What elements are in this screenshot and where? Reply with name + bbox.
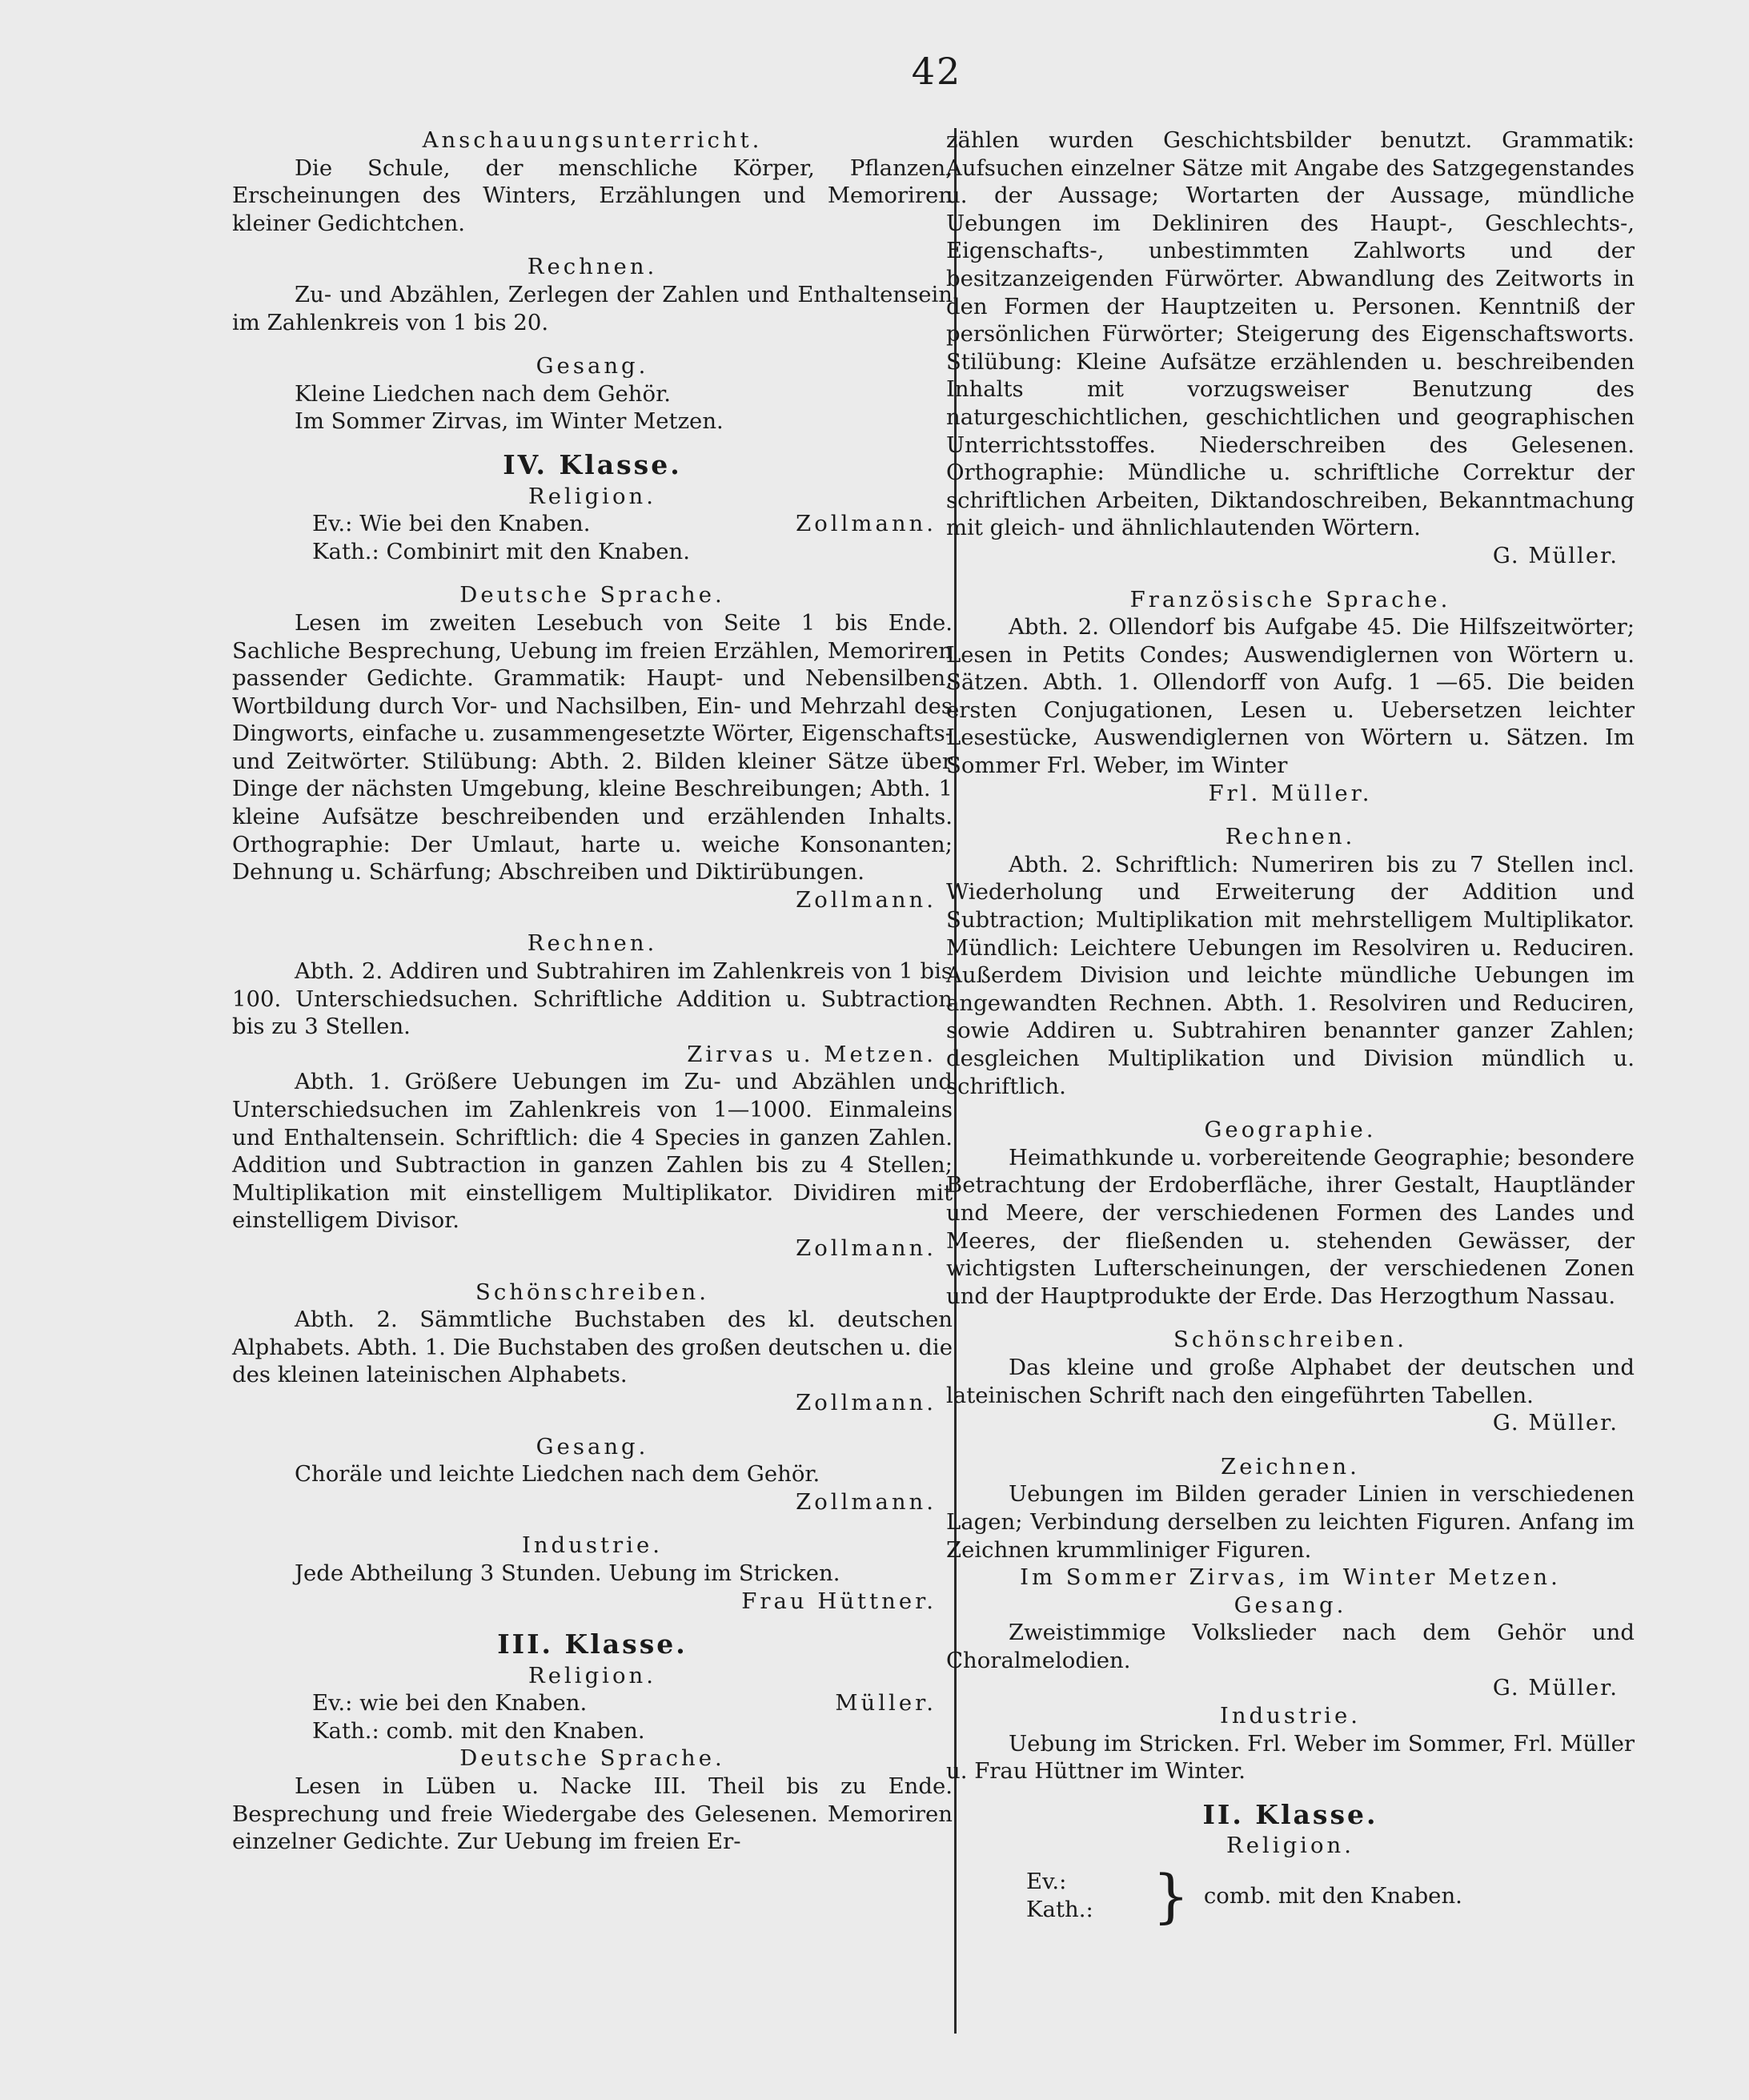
right-column — [946, 126, 1635, 1930]
franzoesisch-teacher: Frl. Müller. — [1208, 780, 1373, 806]
anschauung-text: Die Schule, der menschliche Körper, Pflanzen, Erscheinungen des Winters, Erzählungen und Memoriren kleiner Gedichtchen. — [232, 155, 953, 236]
section-heading-anschauung: Anschauungsunterricht. — [422, 127, 763, 153]
deutsch-teacher: Zollmann. — [796, 886, 937, 913]
rechnen-iv-text-2: Abth. 1. Größere Uebungen im Zu- und Abzählen und Unterschiedsuchen im Zahlenkreis von 1—1000. Einmaleins und Enthaltensein. Schriftlich: die 4 Species in ganzen Zahlen. Addition und Subtraction in ganzen Zahlen bis zu 4 Stellen; Multiplikation mit einstelligem Multiplikator. Dividiren mit einstelligem Divisor. — [232, 1069, 953, 1234]
religion-ii-combined-text: comb. mit den Knaben. — [1203, 1882, 1462, 1909]
class-heading-ii: II. Klasse. — [1202, 1798, 1378, 1830]
schoenschreiben-iii-text: Das kleine und große Alphabet der deutschen und lateinischen Schrift nach den eingeführten Tabellen. — [946, 1354, 1635, 1408]
rechnen-text: Zu- und Abzählen, Zerlegen der Zahlen und Enthaltensein im Zahlenkreis von 1 bis 20. — [232, 281, 953, 335]
kath-label: Kath.: — [312, 538, 379, 564]
rechnen-iv-teacher-2: Zollmann. — [796, 1235, 937, 1261]
ev-text: Wie bei den Knaben. — [359, 511, 591, 537]
rechnen-iv-text-1: Abth. 2. Addiren und Subtrahiren im Zahlenkreis von 1 bis 100. Unterschiedsuchen. Schriftliche Addition u. Subtraction bis zu 3 Stellen. — [232, 958, 953, 1040]
subject-heading-deutsch: Deutsche Sprache. — [459, 582, 725, 608]
page-number: 42 — [911, 50, 962, 93]
subject-heading-religion-ii: Religion. — [1226, 1833, 1354, 1859]
deutsch-continuation-text: zählen wurden Geschichtsbilder benutzt. Grammatik: Aufsuchen einzelner Sätze mit Angabe des Satzgegenstandes u. der Aussage; Wortarten der Aussage, mündliche Uebungen im Dekliniren des Haupt-, Geschlechts-, Eigenschafts-, unbestimmten Zahlworts und der besitzanzeigenden Fürwörter. Abwandlung des Zeitworts in den Formen der Hauptzeiten u. Personen. Kenntniß der persönlichen Fürwörter; Steigerung des Eigenschaftsworts. Stilübung: Kleine Aufsätze erzählenden u. beschreibenden Inhalts mit vorzugsweiser Benutzung des naturgeschichtlichen, geschichtlichen und geographischen Unterrichtsstoffes. Niederschreiben des Gelesenen. Orthographie: Mündliche u. schriftliche Correktur der schriftlichen Arbeiten, Diktandoschreiben, Bekanntmachung mit gleich- und ähnlichlautenden Wörtern. — [946, 127, 1635, 541]
subject-heading-deutsch-iii: Deutsche Sprache. — [459, 1745, 725, 1772]
class-heading-iv: IV. Klasse. — [503, 448, 682, 480]
schoenschreiben-text: Abth. 2. Sämmtliche Buchstaben des kl. deutschen Alphabets. Abth. 1. Die Buchstaben des großen deutschen u. die des kleinen lateinischen Alphabets. — [232, 1307, 953, 1388]
zeichnen-teacher: Im Sommer Zirvas, im Winter Metzen. — [1020, 1564, 1561, 1591]
zeichnen-text: Uebungen im Bilden gerader Linien in verschiedenen Lagen; Verbindung derselben zu leichten Figuren. Anfang im Zeichnen krummliniger Figuren. — [946, 1481, 1635, 1563]
franzoesisch-text: Abth. 2. Ollendorf bis Aufgabe 45. Die Hilfszeitwörter; Lesen in Petits Condes; Auswendiglernen von Wörtern u. Sätzen. Abth. 1. Ollendorff von Aufg. 1 —65. Die beiden ersten Conjugationen, Lesen u. Uebersetzen leichter Lesestücke, Auswendiglernen von Wörtern u. Sätzen. Im Sommer Frl. Weber, im Winter — [946, 614, 1635, 779]
industrie-teacher: Frau Hüttner. — [741, 1588, 937, 1614]
rechnen-iii-text: Abth. 2. Schriftlich: Numeriren bis zu 7 Stellen incl. Wiederholung und Erweiterung der Addition und Subtraction; Multiplikation mit mehrstelligem Multiplikator. Mündlich: Leichtere Uebungen im Resolviren u. Reduciren. Außerdem Division und leichte mündliche Uebungen im angewandten Rechnen. Abth. 1. Resolviren und Reduciren, sowie Addiren u. Subtrahiren benannter ganzer Zahlen; desgleichen Multiplikation und Division mündlich u. schriftlich. — [946, 851, 1635, 1099]
gesang-iv-teacher: Zollmann. — [796, 1488, 937, 1515]
industrie-text: Jede Abtheilung 3 Stunden. Uebung im Stricken. — [295, 1560, 840, 1586]
subject-heading-schoenschreiben: Schönschreiben. — [475, 1279, 709, 1305]
subject-heading-religion: Religion. — [528, 483, 656, 509]
subject-heading-religion-iii: Religion. — [528, 1662, 656, 1688]
subject-heading-gesang-iv: Gesang. — [536, 1433, 649, 1460]
deutsch-text: Lesen im zweiten Lesebuch von Seite 1 bis Ende. Sachliche Besprechung, Uebung im freien Erzählen, Memoriren passender Gedichte. Grammatik: Haupt- und Nebensilben, Wortbildung durch Vor- und Nachsilben, Ein- und Mehrzahl des Dingworts, einfache u. zusammengesetzte Wörter, Eigenschafts- und Zeitwörter. Stilübung: Abth. 2. Bilden kleiner Sätze über Dinge der nächsten Umgebung, kleine Beschreibungen; Abth. 1 kleine Aufsätze beschreibenden und erzählenden Inhalts. Orthographie: Der Umlaut, harte u. weiche Konsonanten; Dehnung u. Schärfung; Abschreiben und Diktirübungen. — [232, 609, 953, 885]
rechnen-iv-teacher-1: Zirvas u. Metzen. — [687, 1041, 937, 1067]
ev-label: Ev.: — [312, 1690, 353, 1717]
industrie-iii-text: Uebung im Stricken. Frl. Weber im Sommer, Frl. Müller u. Frau Hüttner im Winter. — [946, 1730, 1635, 1785]
deutsch-continuation-teacher: G. Müller. — [1492, 542, 1619, 568]
geographie-text: Heimathkunde u. vorbereitende Geographie; besondere Betrachtung der Erdoberfläche, ihrer Gestalt, Hauptländer und Meere, der verschiedenen Formen des Landes und Meeres, der fließenden u. stehenden Gewässer, der wichtigsten Lufterscheinungen, der verschiedenen Zonen und der Hauptprodukte der Erde. Das Herzogthum Nassau. — [946, 1144, 1635, 1309]
kath-label: Kath.: — [1026, 1897, 1093, 1923]
gesang-text: Kleine Liedchen nach dem Gehör. — [295, 380, 671, 407]
left-column — [232, 126, 953, 1856]
kath-label: Kath.: — [312, 1717, 379, 1744]
subject-heading-rechnen-iii: Rechnen. — [1225, 824, 1356, 850]
ev-label: Ev.: — [312, 511, 353, 537]
ev-text: wie bei den Knaben. — [359, 1690, 588, 1717]
religion-iii-kath-row — [232, 1717, 953, 1745]
gesang-teacher-line: Im Sommer Zirvas, im Winter Metzen. — [295, 408, 724, 435]
subject-heading-zeichnen: Zeichnen. — [1221, 1453, 1360, 1480]
ev-teacher: Müller. — [835, 1690, 937, 1717]
gesang-iii-teacher: G. Müller. — [1492, 1675, 1619, 1701]
religion-ii-brace-group — [946, 1862, 1635, 1930]
section-heading-gesang: Gesang. — [536, 353, 649, 379]
kath-text: comb. mit den Knaben. — [386, 1717, 645, 1744]
schoenschreiben-iii-teacher: G. Müller. — [1492, 1410, 1619, 1436]
ev-label: Ev.: — [1026, 1869, 1067, 1895]
religion-kath-row — [232, 538, 953, 566]
subject-heading-schoenschreiben-iii: Schönschreiben. — [1173, 1327, 1407, 1353]
subject-heading-franzoesisch: Französische Sprache. — [1129, 586, 1451, 612]
subject-heading-gesang-iii: Gesang. — [1234, 1592, 1347, 1618]
subject-heading-geographie: Geographie. — [1204, 1117, 1377, 1143]
gesang-iv-text: Choräle und leichte Liedchen nach dem Gehör. — [295, 1461, 820, 1488]
section-heading-rechnen: Rechnen. — [527, 254, 658, 280]
subject-heading-rechnen-iv: Rechnen. — [527, 930, 658, 957]
brace-symbol: } — [1153, 1862, 1189, 1930]
religion-ev-row — [232, 510, 953, 538]
kath-text: Combinirt mit den Knaben. — [386, 538, 690, 564]
gesang-iii-text: Zweistimmige Volkslieder nach dem Gehör und Choralmelodien. — [946, 1620, 1635, 1673]
schoenschreiben-teacher: Zollmann. — [796, 1389, 937, 1415]
ev-teacher: Zollmann. — [796, 511, 937, 537]
religion-iii-ev-row — [232, 1689, 953, 1717]
class-heading-iii: III. Klasse. — [497, 1628, 688, 1660]
deutsch-iii-text: Lesen in Lüben u. Nacke III. Theil bis zu Ende. Besprechung und freie Wiedergabe des Gelesenen. Memoriren einzelner Gedichte. Zur Uebung im freien Er- — [232, 1773, 953, 1855]
subject-heading-industrie-iii: Industrie. — [1219, 1703, 1361, 1729]
subject-heading-industrie: Industrie. — [521, 1532, 663, 1559]
